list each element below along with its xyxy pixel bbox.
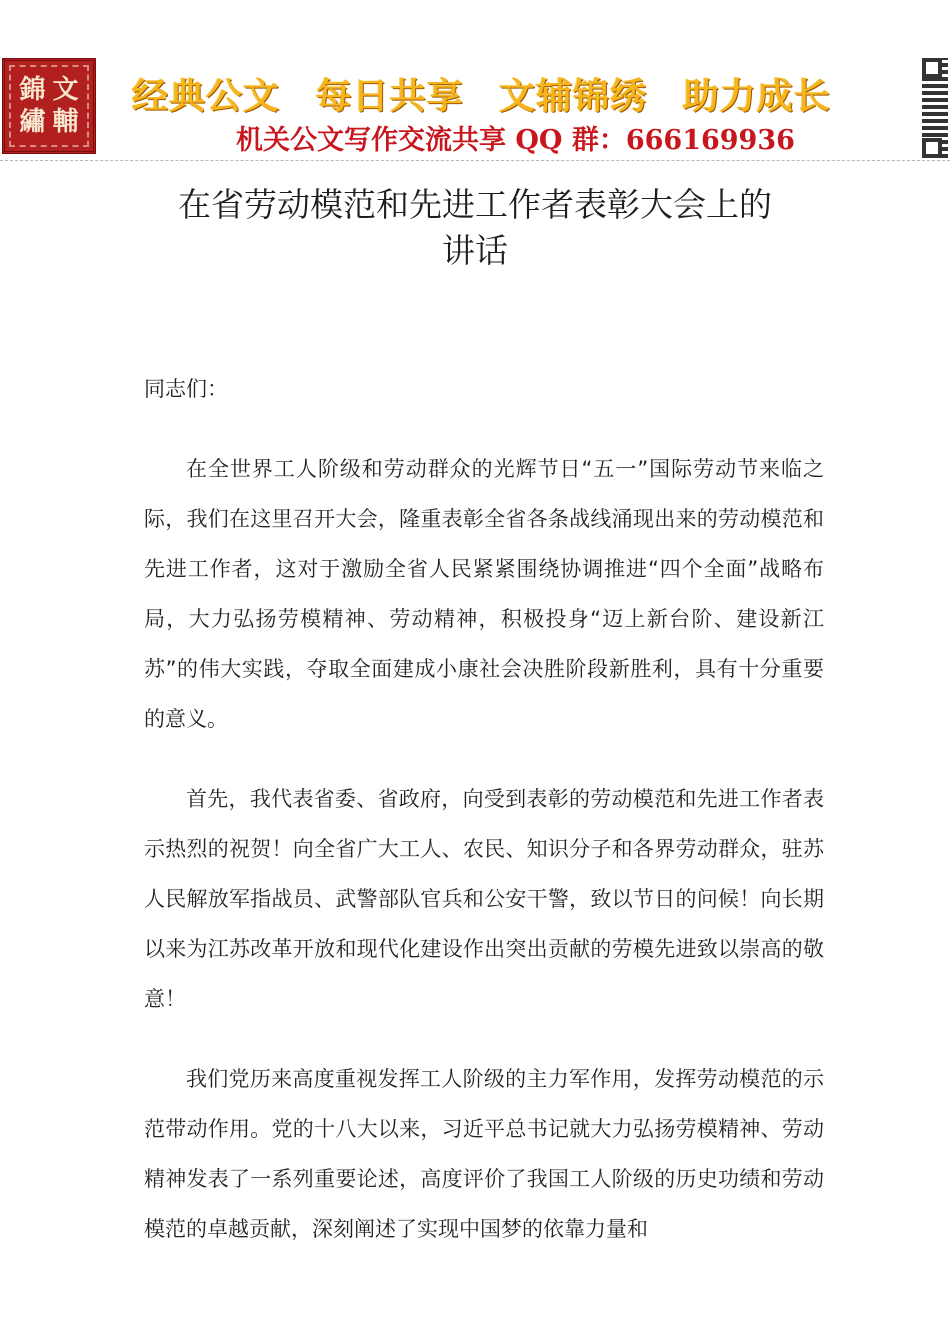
paragraph: 在全世界工人阶级和劳动群众的光辉节日“五一”国际劳动节来临之际，我们在这里召开大会，隆重表彰全省各条战线涌现出来的劳动模范和先进工作者，这对于激励全省人民紧紧围绕协调推进“四个全面”战略布局，大力弘扬劳模精神、劳动精神，积极投身“迈上新台阶、建设新江苏”的伟大实践，夺取全面建成小康社会决胜阶段新胜利，具有十分重要的意义。 [144,457,824,731]
slogan-item: 经典公文 [132,75,281,117]
slogan-item: 文辅锦绣 [499,75,648,117]
seal-char: 輔 [52,107,79,137]
seal-logo [2,58,96,154]
title-line: 讲话 [442,231,508,270]
paragraph: 首先，我代表省委、省政府，向受到表彰的劳动模范和先进工作者表示热烈的祝贺！向全省广大工人、农民、知识分子和各界劳动群众，驻苏人民解放军指战员、武警部队官兵和公安干警，致以节日的问候！向长期以来为江苏改革开放和现代化建设作出突出贡献的劳模先进致以崇高的敬意！ [144,787,824,1011]
salutation: 同志们： [144,377,228,401]
paragraph: 我们党历来高度重视发挥工人阶级的主力军作用，发挥劳动模范的示范带动作用。党的十八大以来，习近平总书记就大力弘扬劳模精神、劳动精神发表了一系列重要论述，高度评价了我国工人阶级的历史功绩和劳动模范的卓越贡献，深刻阐述了实现中国梦的依靠力量和 [144,1067,824,1241]
slogan-item: 每日共享 [315,75,464,117]
qr-code-icon [922,58,948,158]
header-banner [0,0,950,162]
header-divider [0,160,950,161]
slogan-item: 助力成长 [682,75,831,117]
seal-char: 文 [52,75,79,105]
slogan [132,68,922,119]
document-body [144,364,824,1284]
seal-char: 繡 [19,107,46,137]
title-line: 在省劳动模范和先进工作者表彰大会上的 [178,185,772,224]
qq-group-line: 机关公文写作交流共享 QQ 群：666169936 [236,125,795,156]
document-title [150,182,800,274]
seal-char: 錦 [19,75,46,105]
